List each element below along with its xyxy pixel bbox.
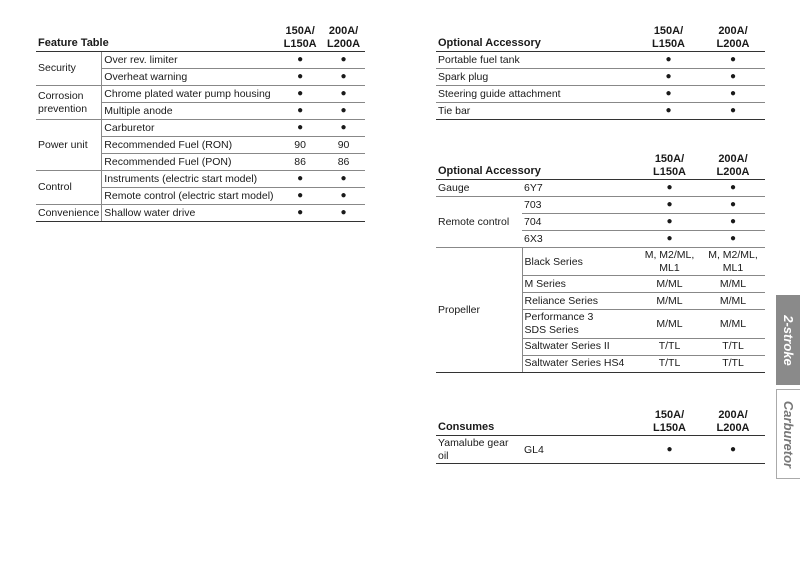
model-200a-header: 200A/ L200A [701,152,765,180]
optional-accessory-table-2 [436,152,765,373]
model-150a-header: 150A/ L150A [278,24,322,52]
row-label: Instruments (electric start model) [102,171,278,188]
cell-150a: ● [636,86,701,103]
row-label: Saltwater Series II [522,338,638,355]
cell-200a: M/ML [701,293,765,310]
row-label: Carburetor [102,120,278,137]
cell-200a: ● [701,103,765,120]
table-row [436,248,765,276]
feature-table-title: Feature Table [36,24,278,52]
tab-2-stroke[interactable] [776,295,800,385]
cell-150a: ● [278,69,322,86]
table-row [436,86,765,103]
group-propeller: Propeller [436,248,522,372]
cell-150a: ● [278,205,322,222]
cell-200a: ● [701,69,765,86]
group-power-unit: Power unit [36,120,102,171]
optional-accessory-title: Optional Accessory [436,152,638,180]
optional-accessory-header [436,24,765,52]
table-row [436,69,765,86]
row-label: Black Series [522,248,638,276]
cell-200a: ● [322,103,365,120]
row-group-label: Yamalube gear oil [436,436,522,464]
cell-150a: ● [636,69,701,86]
cell-150a: M/ML [638,276,701,293]
row-label: Portable fuel tank [436,52,636,69]
cell-200a: ● [322,171,365,188]
group-convenience: Convenience [36,205,102,222]
cell-150a: ● [638,214,701,231]
cell-200a: 90 [322,137,365,154]
cell-200a: ● [322,188,365,205]
row-label: 6X3 [522,231,638,248]
cell-150a: ● [638,231,701,248]
model-150a-header: 150A/ L150A [638,408,701,436]
optional-accessory-title: Optional Accessory [436,24,636,52]
row-label: 703 [522,197,638,214]
cell-200a: ● [322,86,365,103]
cell-150a: ● [638,436,701,464]
cell-200a: ● [322,205,365,222]
optional-accessory-header [436,152,765,180]
cell-200a: ● [701,52,765,69]
optional-accessory-table-1 [436,24,765,120]
cell-200a: ● [701,197,765,214]
cell-150a: ● [278,103,322,120]
table-row [436,436,765,464]
cell-150a: T/TL [638,355,701,372]
row-label: Shallow water drive [102,205,278,222]
row-label: Tie bar [436,103,636,120]
tab-carburetor-label: Carburetor [781,400,796,468]
row-label: M Series [522,276,638,293]
cell-150a: ● [636,103,701,120]
cell-200a: M, M2/ML, ML1 [701,248,765,276]
cell-150a: T/TL [638,338,701,355]
group-corrosion: Corrosion prevention [36,86,102,120]
row-label: 704 [522,214,638,231]
cell-200a: ● [322,69,365,86]
consumes-title: Consumes [436,408,638,436]
group-control: Control [36,171,102,205]
cell-150a: ● [636,52,701,69]
row-label: Multiple anode [102,103,278,120]
cell-150a: ● [278,120,322,137]
table-row [36,171,365,188]
cell-200a: M/ML [701,310,765,338]
cell-150a: ● [638,197,701,214]
cell-150a: M/ML [638,310,701,338]
group-gauge: Gauge [436,180,522,197]
row-label: Overheat warning [102,69,278,86]
cell-150a: ● [278,86,322,103]
cell-200a: 86 [322,154,365,171]
cell-200a: M/ML [701,276,765,293]
row-label: Recommended Fuel (RON) [102,137,278,154]
cell-150a: M, M2/ML, ML1 [638,248,701,276]
table-row [36,205,365,222]
feature-table-header [36,24,365,52]
cell-150a: ● [278,52,322,69]
row-label: Spark plug [436,69,636,86]
consumes-table [436,408,765,464]
model-200a-header: 200A/ L200A [701,24,765,52]
cell-200a: T/TL [701,355,765,372]
cell-200a: ● [701,214,765,231]
cell-200a: ● [701,231,765,248]
row-label: Performance 3 SDS Series [522,310,638,338]
cell-150a: 86 [278,154,322,171]
model-200a-header: 200A/ L200A [322,24,365,52]
row-label: Saltwater Series HS4 [522,355,638,372]
row-label: Reliance Series [522,293,638,310]
cell-150a: 90 [278,137,322,154]
table-row [36,52,365,69]
row-label: 6Y7 [522,180,638,197]
row-label: Steering guide attachment [436,86,636,103]
table-row [436,52,765,69]
cell-200a: ● [701,86,765,103]
tab-2-stroke-label: 2-stroke [780,314,796,366]
cell-200a: ● [322,52,365,69]
table-row [436,197,765,214]
cell-150a: M/ML [638,293,701,310]
model-200a-header: 200A/ L200A [701,408,765,436]
group-security: Security [36,52,102,86]
model-150a-header: 150A/ L150A [638,152,701,180]
tab-carburetor[interactable] [776,389,800,479]
group-remote-control: Remote control [436,197,522,248]
row-label: Over rev. limiter [102,52,278,69]
cell-200a: ● [701,180,765,197]
feature-table [36,24,365,222]
row-label: Recommended Fuel (PON) [102,154,278,171]
cell-200a: ● [322,120,365,137]
table-row [36,86,365,103]
table-row [436,103,765,120]
row-label: Chrome plated water pump housing [102,86,278,103]
row-label: Remote control (electric start model) [102,188,278,205]
cell-150a: ● [278,188,322,205]
cell-150a: ● [638,180,701,197]
cell-200a: T/TL [701,338,765,355]
row-label: GL4 [522,436,638,464]
cell-150a: ● [278,171,322,188]
consumes-header [436,408,765,436]
table-row [436,180,765,197]
cell-200a: ● [701,436,765,464]
table-row [36,120,365,137]
model-150a-header: 150A/ L150A [636,24,701,52]
